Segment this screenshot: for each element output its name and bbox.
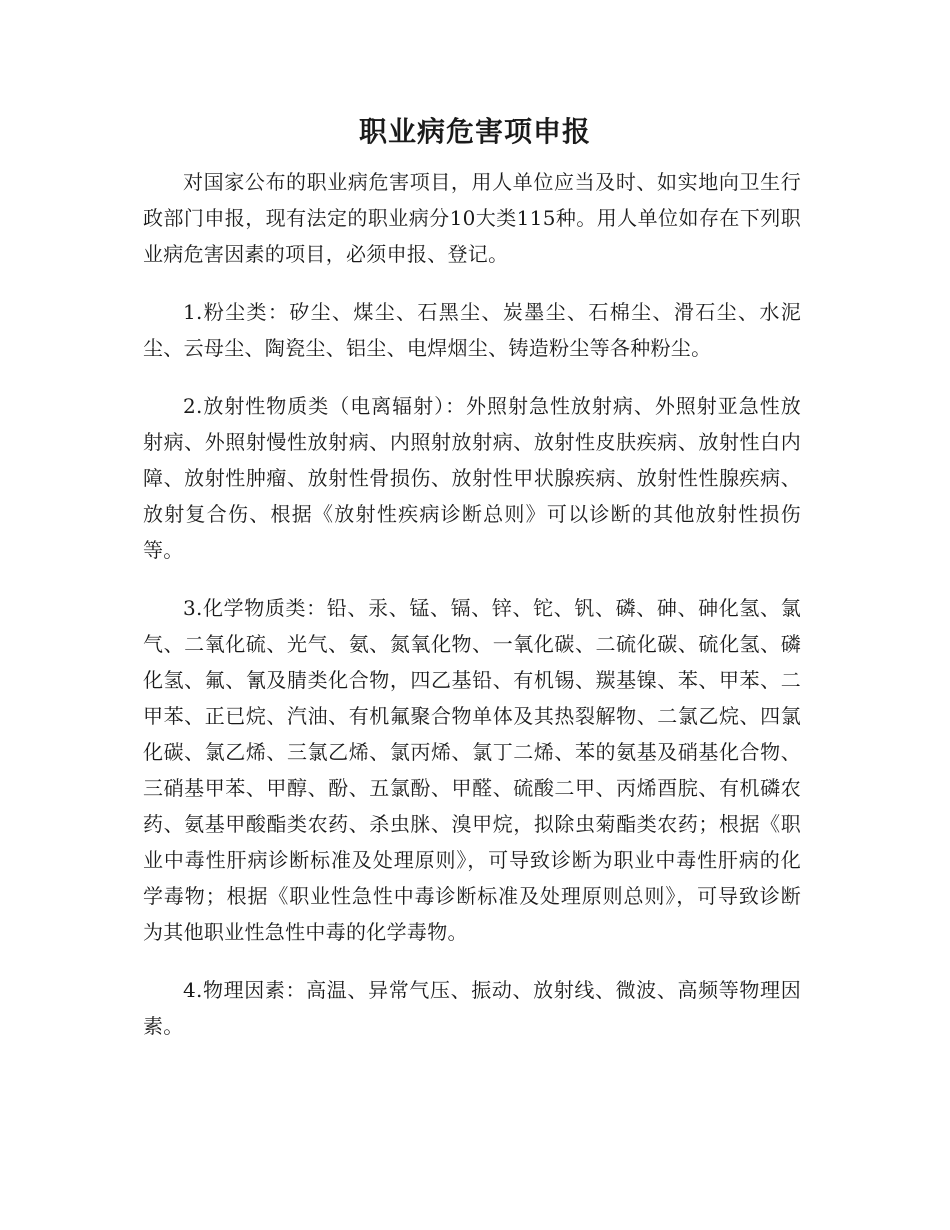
item-dust: 1.粉尘类：矽尘、煤尘、石黑尘、炭墨尘、石棉尘、滑石尘、水泥尘、云母尘、陶瓷尘、铝尘、电焊烟尘、铸造粉尘等各种粉尘。 [143, 300, 801, 360]
item-physical: 4.物理因素：高温、异常气压、振动、放射线、微波、高频等物理因素。 [143, 978, 801, 1038]
document-title: 职业病危害项申报 [358, 115, 591, 148]
document-body [143, 164, 801, 1066]
item-radioactive: 2.放射性物质类（电离辐射）：外照射急性放射病、外照射亚急性放射病、外照射慢性放射病、内照射放射病、放射性皮肤疾病、放射性白内障、放射性肿瘤、放射性骨损伤、放射性甲状腺疾病、放射性性腺疾病、放射复合伤、根据《放射性疾病诊断总则》可以诊断的其他放射性损伤等。 [143, 394, 801, 562]
intro-paragraph: 对国家公布的职业病危害项目，用人单位应当及时、如实地向卫生行政部门申报，现有法定的职业病分10大类115种。用人单位如存在下列职业病危害因素的项目，必须申报、登记。 [143, 170, 801, 266]
item-chemical: 3.化学物质类：铅、汞、锰、镉、锌、铊、钒、磷、砷、砷化氢、氯气、二氧化硫、光气、氨、氮氧化物、一氧化碳、二硫化碳、硫化氢、磷化氢、氟、氰及腈类化合物，四乙基铅、有机锡、羰基镍、苯、甲苯、二甲苯、正已烷、汽油、有机氟聚合物单体及其热裂解物、二氯乙烷、四氯化碳、氯乙烯、三氯乙烯、氯丙烯、氯丁二烯、苯的氨基及硝基化合物、三硝基甲苯、甲醇、酚、五氯酚、甲醛、硫酸二甲、丙烯酉脘、有机磷农药、氨基甲酸酯类农药、杀虫脒、溴甲烷，拟除虫菊酯类农药；根据《职业中毒性肝病诊断标准及处理原则》，可导致诊断为职业中毒性肝病的化学毒物；根据《职业性急性中毒诊断标准及处理原则总则》，可导致诊断为其他职业性急性中毒的化学毒物。 [143, 596, 801, 944]
